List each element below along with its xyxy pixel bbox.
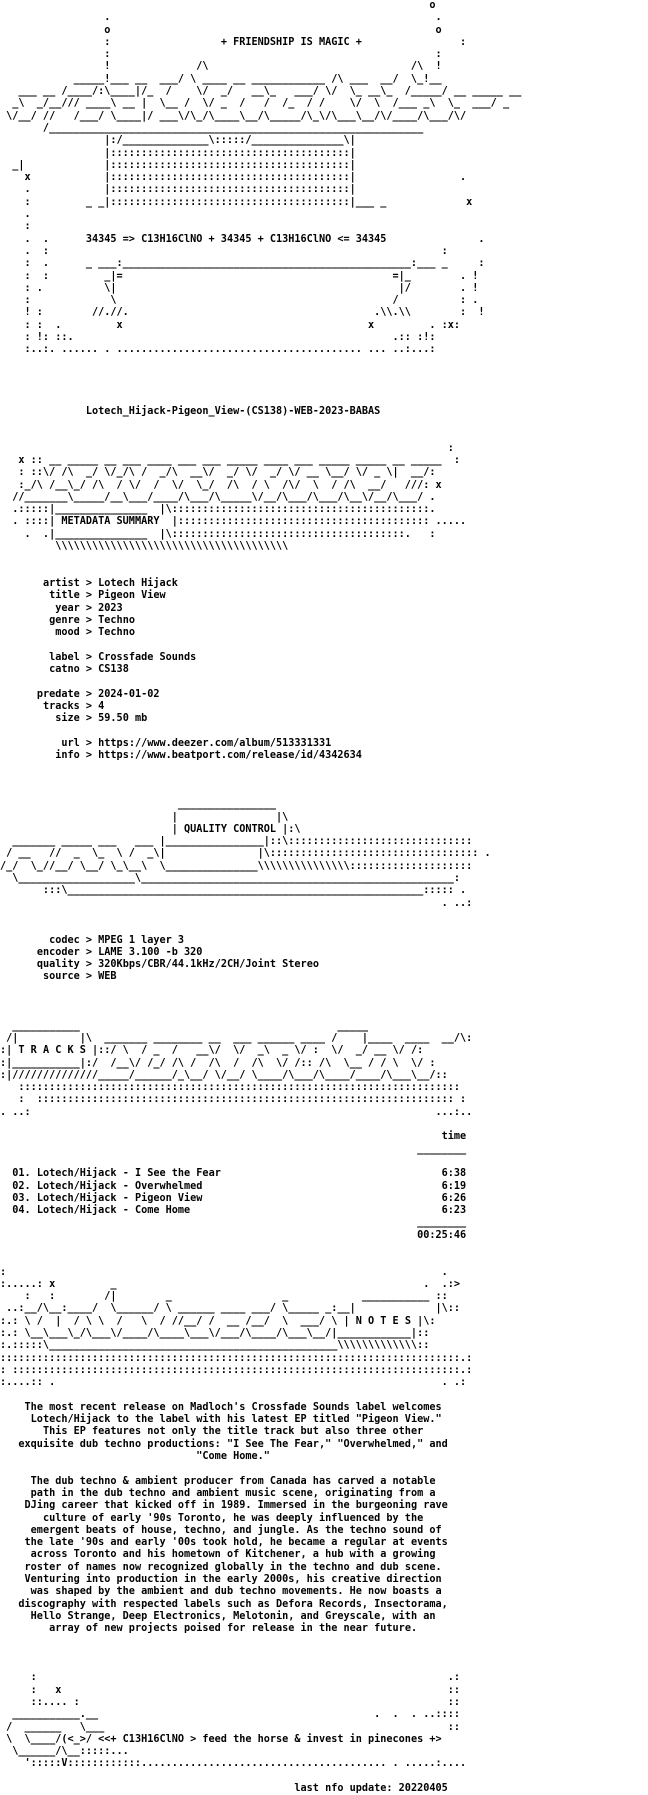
ascii-art: :.: \__\___\_/\___\/____/\____\___\/___/\____/\___\__/|____________|:: (0, 1328, 430, 1340)
quality-section-title: QUALITY CONTROL (184, 823, 277, 835)
ascii-art: _____!___ __ ___/ \ ____ __ ____________ /\ ___ __/ \_!__ (0, 73, 442, 85)
quality-key: encoder (36, 946, 80, 958)
metadata-value: 59.50 mb (98, 713, 148, 725)
metadata-value[interactable]: https://www.deezer.com/album/513331331 (98, 737, 332, 749)
ascii-art: ! : //.//. .\\.\\ : ! (0, 307, 485, 319)
metadata-value: 2023 (98, 602, 123, 614)
notes-line (0, 1476, 648, 1488)
notes-line (0, 1623, 648, 1635)
ascii-art (0, 984, 648, 996)
notes-line (0, 1513, 648, 1525)
tagline-line: : + FRIENDSHIP IS MAGIC + : (0, 36, 467, 48)
ascii-art (0, 418, 648, 430)
notes-line (0, 1426, 648, 1438)
ascii-art: : :::::::::::::::::::::::::::::::::::::::::::::::::::::::::::::::::::: : (0, 1094, 467, 1106)
notes-line (0, 1549, 648, 1561)
ascii-art: / __ // _ \_ \ / _\| |\:::::::::::::::::::::::::::::::::: . (0, 848, 491, 860)
metadata-key: mood (55, 627, 80, 639)
quality-key: codec (49, 934, 80, 946)
ascii-art (0, 922, 648, 934)
ascii-art: :::\__________________________________________________________::::: . (0, 885, 467, 897)
ascii-art: ::.... : :: (0, 1696, 461, 1708)
metadata-row: size > 59.50 mb (55, 713, 148, 725)
ascii-art: . . (0, 12, 442, 24)
motto-line: \ \____/(<_>/ <<+ C13H16ClNO > feed the horse & invest in pinecones +> (0, 1733, 442, 1745)
track-number: 02. (12, 1180, 31, 1192)
track-row (0, 1193, 648, 1205)
ascii-art: : x :: (0, 1684, 461, 1696)
ascii-art: ..:__/\__:____/ \______/ \ ______ ____ ___/ \_____ _:__| |\:: (0, 1303, 461, 1315)
notes-line (0, 1562, 648, 1574)
ascii-art: :.:::::\_______________________________________________\\\\\\\\\\\\\:: (0, 1340, 430, 1352)
ascii-art: : (0, 221, 31, 233)
metadata-value: Pigeon View (98, 590, 166, 602)
notes-text: discography with respected labels such as Defora Records, Insectorama, (18, 1598, 448, 1610)
total-line (0, 1230, 648, 1242)
ascii-art (0, 996, 648, 1008)
track-time: 6:38 (441, 1168, 467, 1180)
quality-value: 320Kbps/CBR/44.1kHz/2CH/Joint Stereo (98, 959, 319, 971)
ascii-art: . (0, 209, 31, 221)
ascii-art: : : . x x . :x: (0, 319, 461, 331)
quality-value: WEB (98, 971, 117, 983)
ascii-art: . : : (0, 245, 448, 257)
track-title: Lotech/Hijack - Come Home (36, 1205, 191, 1217)
quality-row: source > WEB (42, 971, 117, 983)
notes-text: was shaped by the ambient and dub techno movements. He now boasts a (30, 1586, 442, 1598)
ascii-art: o (0, 0, 436, 11)
ascii-art: . ..: ...:.. (0, 1106, 473, 1118)
metadata-key: tracks (42, 700, 80, 712)
ascii-art (0, 1635, 648, 1647)
ascii-art: /_____________________________________________________________ (0, 122, 424, 134)
ascii-art: : ::\/ /\ _/ \/_/\ / _/\ __\/ _/ \/ _/ \/ __ \__/ \/ _ \| __/: (0, 467, 436, 479)
time-header: time (441, 1131, 467, 1143)
ascii-art: ________________ (0, 799, 277, 811)
time-header-line (0, 1131, 648, 1143)
ascii-art (0, 357, 648, 369)
ascii-art (0, 1254, 648, 1266)
release-name-line (0, 406, 648, 418)
ascii-art: / ______ \___ :: (0, 1721, 461, 1733)
notes-line (0, 1574, 648, 1586)
metadata-row: title > Pigeon View (49, 590, 166, 602)
ascii-art: | |\ (0, 811, 289, 823)
ascii-art: /_/ \_//__/ \__/ \_\__\ \_______________\\\\\\\\\\\\\\\:::::::::::::::::::: (0, 860, 473, 872)
ascii-art: ! /\ /\ ! (0, 61, 442, 73)
ascii-art: ___ __ /____/:\____|/_ / \/ _/ __\_ ___/ \/ \_ __\_ /_____/ __ _____ __ (0, 86, 522, 98)
track-time: 6:26 (441, 1192, 467, 1204)
notes-title-line: :.: \ / | / \ \ / \ / //__/ / __ /__/ \ ___/ \ | N O T E S |\: (0, 1315, 436, 1327)
notes-line (0, 1414, 648, 1426)
quality-row: encoder > LAME 3.100 -b 320 (36, 946, 203, 958)
notes-text: across Toronto and his hometown of Kitchener, a hub with a growing (30, 1549, 436, 1561)
notes-line (0, 1525, 648, 1537)
quality-key: source (42, 971, 80, 983)
tracks-section-title: T R A C K S (18, 1045, 86, 1057)
metadata-row: url > https://www.deezer.com/album/513331331 (61, 737, 332, 749)
ascii-art: . .|_______________ |\::::::::::::::::::::::::::::::::::::::. : (0, 528, 436, 540)
total-time: 00:25:46 (417, 1229, 467, 1241)
metadata-section-title: METADATA SUMMARY (61, 516, 160, 528)
ascii-art (0, 1771, 648, 1783)
ascii-art: \\\\\\\\\\\\\\\\\\\\\\\\\\\\\\\\\\\\\\ (0, 541, 289, 553)
track-row (0, 1181, 648, 1193)
ascii-art (0, 775, 648, 787)
ascii-art (0, 369, 648, 381)
ascii-art (0, 1008, 648, 1020)
ascii-art: |:::::::::::::::::::::::::::::::::::::::| (0, 147, 356, 159)
ascii-art: ________ (0, 1217, 467, 1229)
notes-text: "Come Home." (196, 1451, 270, 1463)
metadata-row: genre > Techno (49, 614, 135, 626)
ascii-art: : .: (0, 1672, 461, 1684)
ascii-art: ___________ _____ (0, 1020, 369, 1032)
notes-line (0, 1451, 648, 1463)
notes-text: roster of names now recognized globally in the techno and dub scene. (24, 1561, 442, 1573)
notes-text: DJing career that kicked off in 1989. Immersed in the burgeoning rave (24, 1500, 448, 1512)
release-name: Lotech_Hijack-Pigeon_View-(CS138)-WEB-2023-BABAS (85, 405, 381, 417)
ascii-art: :..:. ...... . ........................................ ... ..:...: (0, 344, 436, 356)
track-title: Lotech/Hijack - I See the Fear (36, 1168, 221, 1180)
ascii-art (0, 553, 648, 565)
ascii-art: : : /| _ _ ___________ :: (0, 1291, 448, 1303)
notes-text: array of new projects poised for release in the near future. (49, 1623, 418, 1635)
ascii-art: : . _ ___:_______________________________________________:___ _ : (0, 258, 485, 270)
metadata-row: label > Crossfade Sounds (49, 651, 197, 663)
ascii-art: : : (0, 49, 442, 61)
metadata-key: catno (49, 664, 80, 676)
notes-line (0, 1439, 648, 1451)
ascii-art (0, 1660, 648, 1672)
quality-row: quality > 320Kbps/CBR/44.1kHz/2CH/Joint Stereo (36, 959, 319, 971)
notes-text: path in the dub techno and ambient music scene, originating from a (30, 1487, 436, 1499)
ascii-art: \/__/ // /___/ \____|/ ___\/\_/\____\__/\_____/\_\/\___\__/\/____/\___/\/ (0, 110, 467, 122)
ascii-art: ':::::V::::::::::::........................................ . .....:.... (0, 1758, 467, 1770)
metadata-row: info > https://www.beatport.com/release/id/4342634 (55, 750, 362, 762)
metadata-row: mood > Techno (55, 627, 135, 639)
ascii-art (0, 394, 648, 406)
notes-text: the late '90s and early '00s took hold, he became a regular at events (24, 1537, 448, 1549)
ascii-art: ___________.__ . . . ..:::: (0, 1709, 461, 1721)
notes-text: This EP features not only the title track but also three other (42, 1426, 424, 1438)
last-update-line (0, 1783, 648, 1795)
ascii-art (0, 430, 648, 442)
metadata-key: label (49, 651, 80, 663)
ascii-art: :|//////////////_____/______/_\__/ \/__/ \____/\___/\____/____/\___\__/:: (0, 1069, 448, 1081)
metadata-row: tracks > 4 (42, 700, 105, 712)
ascii-art: : . (0, 1266, 448, 1278)
notes-line (0, 1586, 648, 1598)
ascii-art: \______/\__:::::... (0, 1746, 129, 1758)
ascii-art: ________ (0, 1143, 467, 1155)
ascii-art: . |:::::::::::::::::::::::::::::::::::::::| (0, 184, 356, 196)
notes-text: emergent beats of house, techno, and jungle. As the techno sound of (30, 1524, 442, 1536)
metadata-value: Techno (98, 614, 135, 626)
metadata-key: info (55, 750, 80, 762)
ascii-art (0, 1648, 648, 1660)
ascii-art: :::::::::::::::::::::::::::::::::::::::::::::::::::::::::::::::::::::::::::.: (0, 1352, 473, 1364)
ascii-art: : (0, 442, 454, 454)
ascii-art: o o (0, 24, 442, 36)
ascii-art: : \ / : . (0, 295, 479, 307)
ascii-art (0, 1390, 648, 1402)
ascii-art: .:::::|_______________ |\::::::::::::::::::::::::::::::::::::::::::. (0, 504, 436, 516)
quality-key: quality (36, 959, 80, 971)
formula-line: . . 34345 => C13H16ClNO + 34345 + C13H16ClNO <= 34345 . (0, 233, 485, 245)
metadata-title-line: . ::::| METADATA SUMMARY |::::::::::::::::::::::::::::::::::::::::: ..... (0, 516, 467, 528)
last-update: last nfo update: 20220405 (294, 1783, 448, 1795)
metadata-value: Lotech Hijack (98, 577, 178, 589)
notes-line (0, 1488, 648, 1500)
quality-row: codec > MPEG 1 layer 3 (49, 934, 185, 946)
notes-text: exquisite dub techno productions: "I See The Fear," "Overwhelmed," and (18, 1438, 448, 1450)
ascii-art (0, 910, 648, 922)
notes-text: The dub techno & ambient producer from Canada has carved a notable (30, 1475, 436, 1487)
metadata-value: Crossfade Sounds (98, 651, 197, 663)
notes-section-title: N O T E S (355, 1315, 411, 1327)
ascii-art: x :: __ _____ __ ___ ____ ___ ___ _____ ____ ___ _____ _____ __ _____ : (0, 454, 461, 466)
ascii-art (0, 1242, 648, 1254)
ascii-art (0, 381, 648, 393)
ascii-art: :::::::::::::::::::::::::::::::::::::::::::::::::::::::::::::::::::::::: (0, 1082, 461, 1094)
ascii-art: : :::::::::::::::::::::::::::::::::::::::::::::::::::::::::::::::::::::::::.: (0, 1364, 473, 1376)
ascii-art: \___________________\___________________________________________________: (0, 873, 461, 885)
metadata-value[interactable]: https://www.beatport.com/release/id/4342634 (98, 750, 362, 762)
ascii-art: :.....: x _ . .:> (0, 1278, 461, 1290)
ascii-art: /| |\ _______ ________ __ ___ ______ ____ / |____ ____ __/\: (0, 1032, 473, 1044)
notes-text: culture of early '90s Toronto, he was deeply influenced by the (42, 1512, 424, 1524)
ascii-art: x |:::::::::::::::::::::::::::::::::::::::| . (0, 172, 467, 184)
metadata-value: Techno (98, 627, 135, 639)
quality-value: LAME 3.100 -b 320 (98, 946, 203, 958)
notes-text: The most recent release on Madloch's Crossfade Sounds label welcomes (24, 1401, 442, 1413)
tagline: + FRIENDSHIP IS MAGIC + (220, 36, 362, 48)
ascii-art: : _ _|:::::::::::::::::::::::::::::::::::::::|___ _ x (0, 196, 473, 208)
ascii-art: _______ _____ ___ ___ |________________|::\:::::::::::::::::::::::::::::: (0, 836, 473, 848)
metadata-row: year > 2023 (55, 602, 123, 614)
notes-line (0, 1402, 648, 1414)
ascii-art: : !: ::. .:: :!: (0, 332, 436, 344)
tracks-title-line: :| T R A C K S |::/ \ / _ / __\/ \/ _\ _ \/ : \/ _/ __ \/ /: (0, 1045, 424, 1057)
notes-line (0, 1537, 648, 1549)
ascii-art: . ..: (0, 897, 473, 909)
ascii-art: _| |:::::::::::::::::::::::::::::::::::::::| (0, 159, 356, 171)
ascii-art (0, 639, 648, 651)
ascii-art (0, 676, 648, 688)
ascii-art (0, 726, 648, 738)
notes-text: Hello Strange, Deep Electronics, Melotonin, and Greyscale, with an (30, 1610, 436, 1622)
ascii-art (0, 1119, 648, 1131)
quality-title-line: | QUALITY CONTROL |:\ (0, 823, 301, 835)
ascii-art (0, 1463, 648, 1475)
track-number: 01. (12, 1168, 31, 1180)
metadata-value: 2024-01-02 (98, 688, 160, 700)
notes-text: Lotech/Hijack to the label with his latest EP titled "Pigeon View." (30, 1414, 442, 1426)
ascii-art (0, 566, 648, 578)
metadata-row: predate > 2024-01-02 (36, 688, 160, 700)
track-time: 6:23 (441, 1205, 467, 1217)
notes-line (0, 1500, 648, 1512)
ascii-art: _\ _/__/// ____\ __ | \__ / \/ _ / / /_ / / \/ \ /___ _\ \_ ___/ _ (0, 98, 510, 110)
ascii-art: : . \| |/ . ! (0, 282, 479, 294)
ascii-art (0, 762, 648, 774)
metadata-key: size (55, 713, 80, 725)
metadata-value: CS138 (98, 664, 129, 676)
metadata-key: title (49, 590, 80, 602)
ascii-art (0, 1156, 648, 1168)
track-row (0, 1168, 648, 1180)
track-time: 6:19 (441, 1180, 467, 1192)
track-title: Lotech/Hijack - Pigeon View (36, 1192, 203, 1204)
metadata-key: genre (49, 614, 80, 626)
metadata-value: 4 (98, 700, 105, 712)
footer-motto: C13H16ClNO > feed the horse & invest in pinecones (122, 1733, 424, 1745)
notes-text: Venturing into production in the early 2000s, his creative direction (24, 1574, 442, 1585)
metadata-key: year (55, 602, 80, 614)
track-title: Lotech/Hijack - Overwhelmed (36, 1180, 203, 1192)
notes-line (0, 1611, 648, 1623)
ascii-art: :_/\ /__\_/ /\ / \/ / \/ \_/ /\ / \ /\/ \ / /\ __/ ///: x (0, 479, 442, 491)
track-number: 04. (12, 1205, 31, 1217)
track-row (0, 1205, 648, 1217)
metadata-row: catno > CS138 (49, 664, 129, 676)
track-number: 03. (12, 1192, 31, 1204)
ascii-art: :|___________|:/ /__\/ /_/ /\ / /\ / /\ \/ /:: /\ \__ / / \ \/ : (0, 1057, 436, 1069)
quality-value: MPEG 1 layer 3 (98, 934, 185, 946)
metadata-key: artist (42, 577, 80, 589)
metadata-key: predate (36, 688, 80, 700)
ascii-art: :....:: . . .: (0, 1377, 467, 1389)
metadata-key: url (61, 737, 80, 749)
metadata-row: artist > Lotech Hijack (42, 577, 178, 589)
ascii-art: //_______\_____/__\___/____/\___/\_____\/__/\___/\___/\__\/__/\___/ . (0, 491, 436, 503)
ascii-art (0, 787, 648, 799)
ascii-art: |:/______________\:::::/_______________\| (0, 135, 356, 147)
notes-line (0, 1599, 648, 1611)
ascii-art: : : _|= =|_ . ! (0, 270, 479, 282)
formula: 34345 => C13H16ClNO + 34345 + C13H16ClNO <= 34345 (85, 233, 387, 245)
